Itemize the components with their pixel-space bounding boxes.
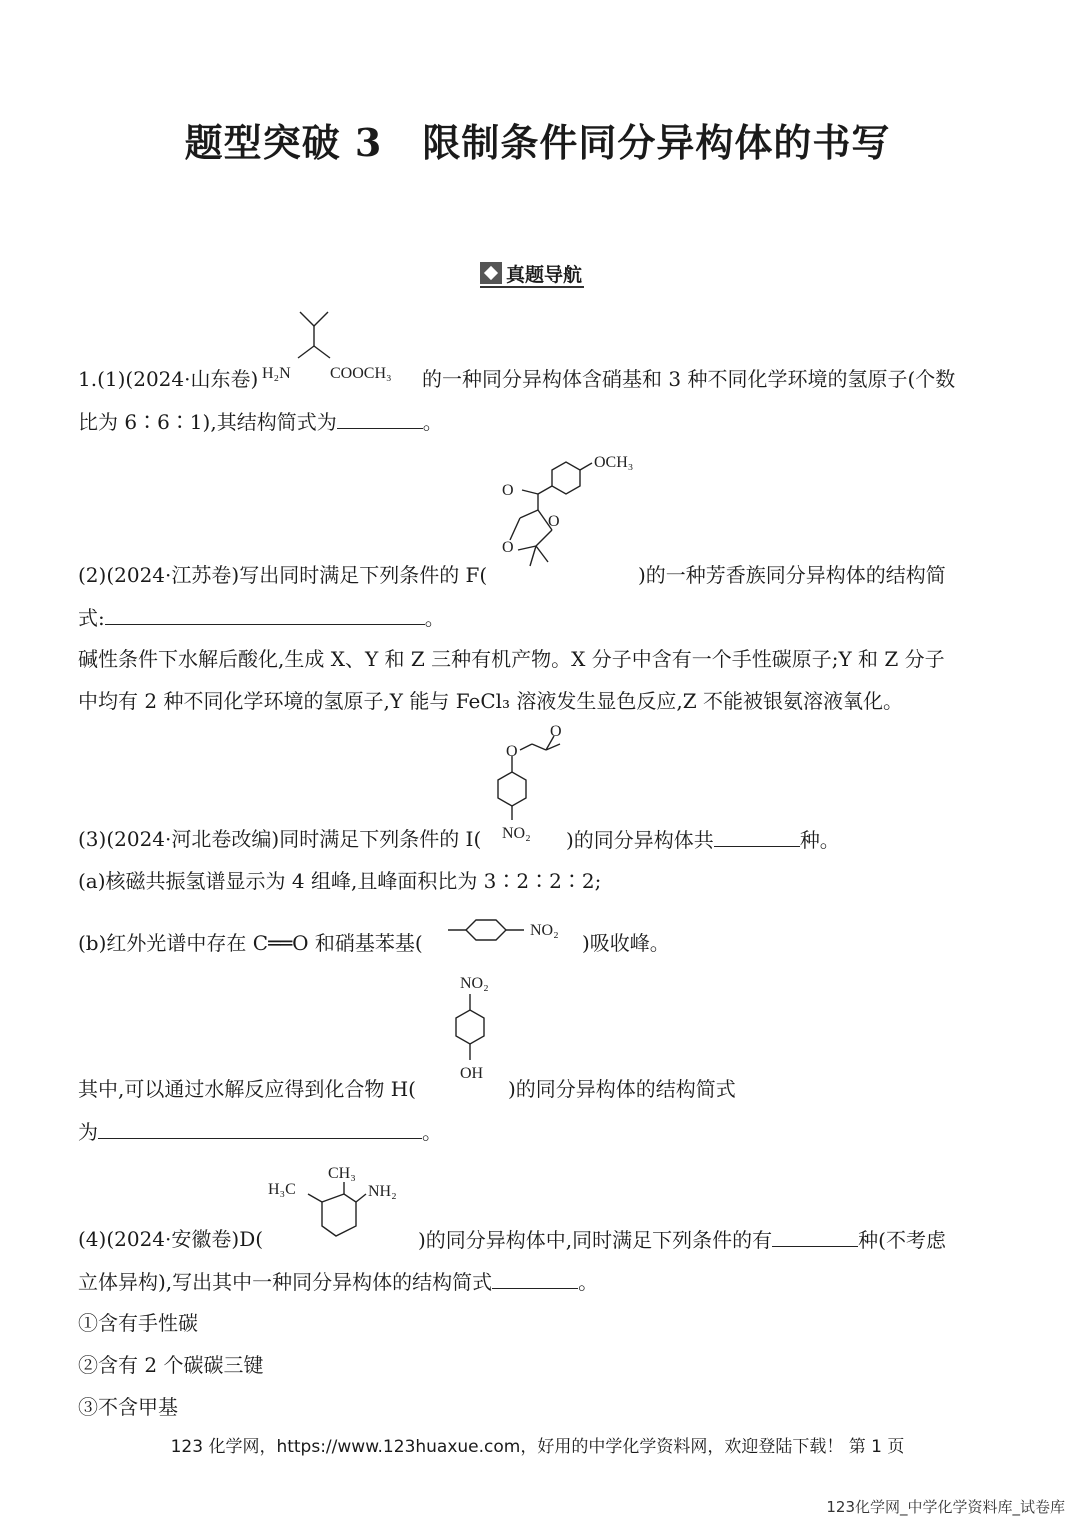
q4-molecule-d [264, 1156, 414, 1252]
q2-mol-ring-o1: O [502, 539, 514, 556]
q1-mol-h2n: H₂N [262, 365, 291, 382]
q4-condition-1: ①含有手性碳 [78, 1311, 198, 1335]
q4-mol-h3c: H₃C [268, 1181, 296, 1198]
diamond-icon [480, 262, 502, 284]
q3-condition-b-post: )吸收峰。 [582, 931, 670, 955]
q3-line1-end: 种。 [799, 828, 840, 852]
q2-mol-ring-o2: O [548, 513, 560, 530]
watermark: 123化学网_中学化学资料库_试卷库 [826, 1498, 1065, 1516]
q1-answer-blank[interactable] [337, 408, 423, 429]
q3-condition-b-pre: (b)红外光谱中存在 C══O 和硝基苯基( [78, 931, 423, 955]
page-footer: 123 化学网，https://www.123huaxue.com，好用的中学化学资料网，欢迎登陆下载！ 第 1 页 [170, 1437, 905, 1457]
q3-line1-pre: (3)(2024·河北卷改编)同时满足下列条件的 I( [78, 827, 482, 851]
q3-h-line2: 为 [78, 1120, 98, 1144]
q4-line1-post: )的同分异构体中,同时满足下列条件的有 [418, 1228, 773, 1252]
q3-mol-epoxide-o: O [550, 723, 562, 740]
q2-answer-blank[interactable] [105, 604, 425, 625]
q3-h-no2: NO₂ [460, 975, 489, 992]
q2-line1-post: )的一种芳香族同分异构体的结构简 [638, 563, 946, 587]
section-label: 真题导航 [506, 263, 583, 286]
title-prefix: 题型突破 3 [184, 120, 383, 165]
q2-condition-1: 碱性条件下水解后酸化,生成 X、Y 和 Z 三种有机产物。X 分子中含有一个手性碳原子;Y 和 Z 分子 [78, 647, 945, 671]
section-header [480, 260, 584, 288]
q1-end: 。 [422, 410, 443, 434]
q3-condition-a: (a)核磁共振氢谱显示为 4 组峰,且峰面积比为 3∶2∶2∶2; [78, 869, 602, 893]
q2-condition-2: 中均有 2 种不同化学环境的氢原子,Y 能与 FeCl₃ 溶液发生显色反应,Z 不能被银氨溶液氧化。 [78, 689, 904, 713]
q3-mol-no2: NO₂ [502, 825, 531, 842]
q4-end: 。 [578, 1270, 599, 1294]
page-title [0, 112, 1075, 167]
q1-line1-post: 的一种同分异构体含硝基和 3 种不同化学环境的氢原子(个数 [422, 367, 956, 391]
q4-condition-2: ②含有 2 个碳碳三键 [78, 1353, 264, 1377]
q3-h-answer-blank[interactable] [98, 1118, 422, 1139]
q3-nitrophenyl-no2: NO₂ [530, 922, 559, 939]
q3-line1-post: )的同分异构体共 [566, 828, 714, 852]
q3-h-post: )的同分异构体的结构简式 [508, 1077, 736, 1101]
q4-mol-ch3: CH₃ [328, 1165, 356, 1182]
q2-molecule [496, 446, 646, 586]
q4-answer-blank[interactable] [492, 1268, 578, 1289]
q3-mol-ether-o: O [506, 743, 518, 760]
q1-molecule [262, 308, 412, 388]
title-main: 限制条件同分异构体的书写 [422, 120, 891, 165]
q3-nitrophenyl [446, 914, 586, 950]
q2-end: 。 [424, 606, 445, 630]
q2-line1-pre: (2)(2024·江苏卷)写出同时满足下列条件的 F( [78, 563, 488, 587]
q1-mol-cooch3: COOCH₃ [330, 365, 392, 382]
q1-line2: 比为 6∶6∶1),其结构简式为 [78, 410, 337, 434]
q3-h-pre: 其中,可以通过水解反应得到化合物 H( [78, 1077, 416, 1101]
q2-mol-och3: OCH₃ [594, 454, 634, 471]
q4-mol-nh2: NH₂ [368, 1183, 397, 1200]
q2-mol-carbonyl-o: O [502, 482, 514, 499]
q4-line2-pre: 立体异构),写出其中一种同分异构体的结构简式 [78, 1270, 493, 1294]
q3-molecule-h [444, 966, 514, 1096]
q2-line2-pre: 式: [78, 606, 105, 630]
q4-line1-pre: (4)(2024·安徽卷)D( [78, 1227, 264, 1251]
q4-line1-end: 种(不考虑 [858, 1228, 946, 1252]
q3-end: 。 [422, 1120, 442, 1144]
q3-count-blank[interactable] [714, 826, 800, 847]
q1-line1-pre: 1.(1)(2024·山东卷) [78, 367, 259, 391]
q4-count-blank[interactable] [772, 1226, 858, 1247]
q4-condition-3: ③不含甲基 [78, 1395, 178, 1419]
q3-h-oh: OH [460, 1065, 484, 1082]
